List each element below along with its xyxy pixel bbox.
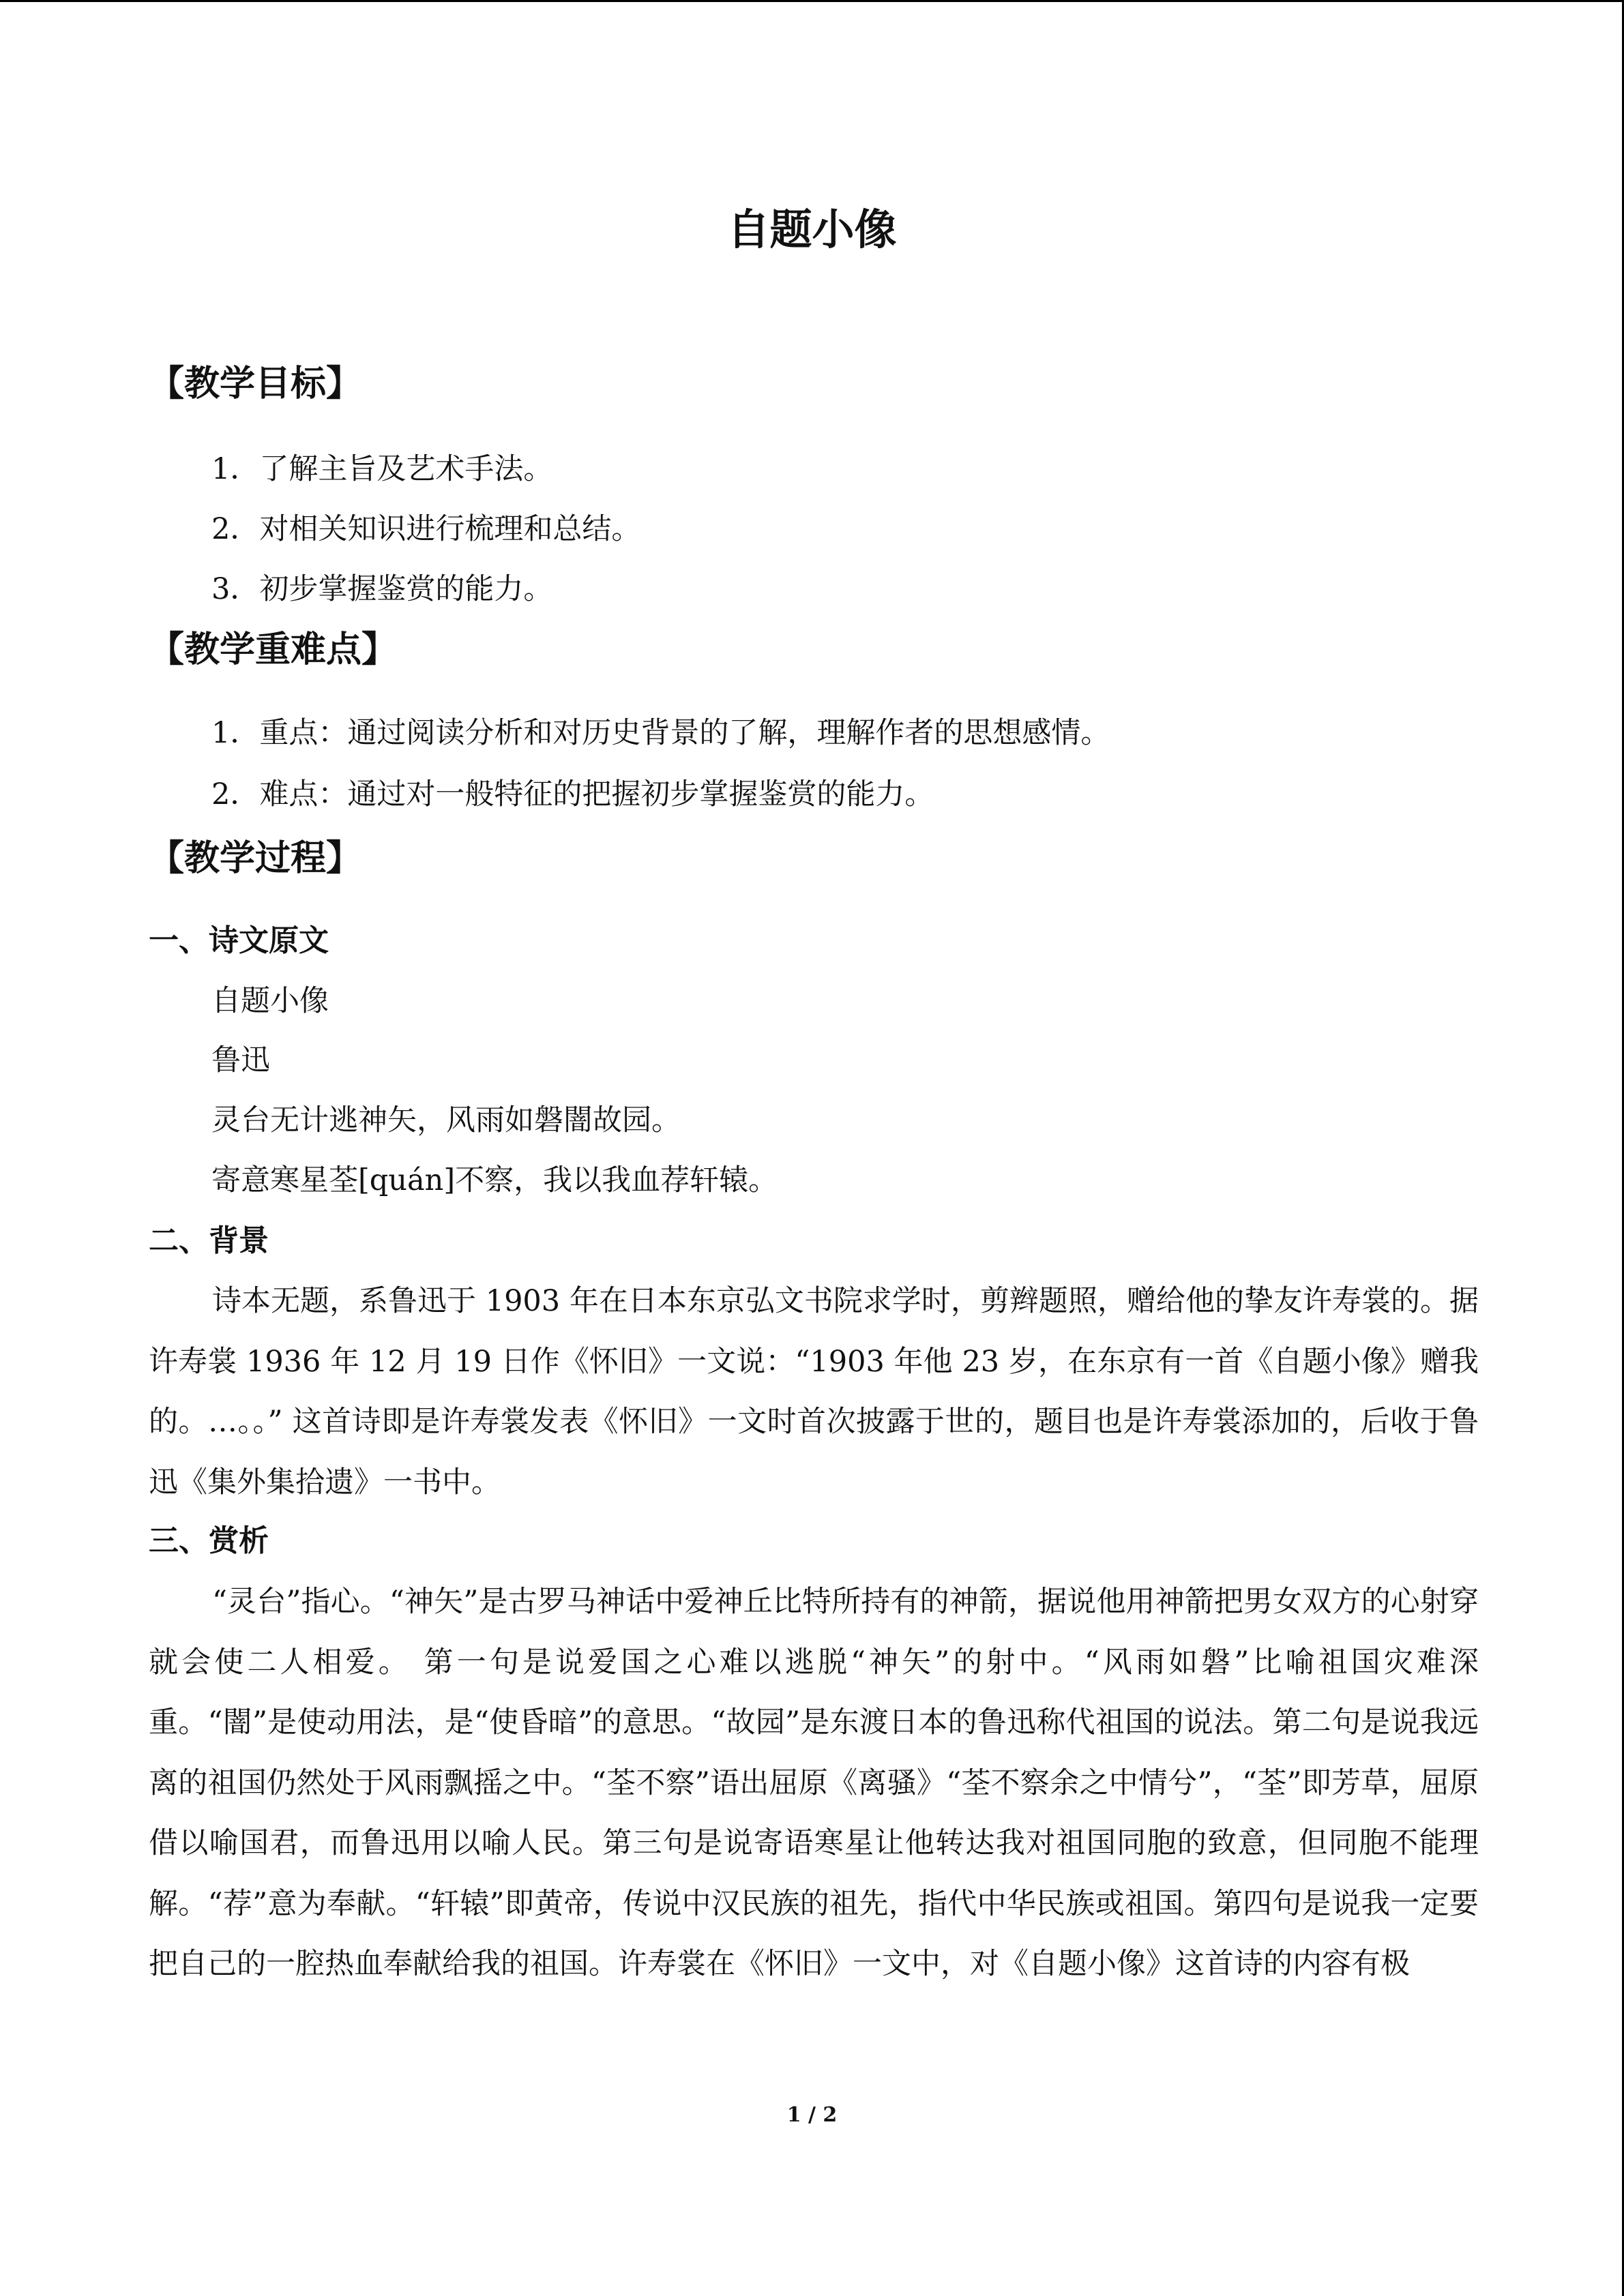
poem-line-2: 寄意寒星荃[quán]不察，我以我血荐轩辕。 [211, 1163, 778, 1197]
goal-item-1: 1．了解主旨及艺术手法。 [211, 452, 553, 486]
section-heading-goals: 【教学目标】 [149, 363, 362, 404]
goal-item-3: 3．初步掌握鉴赏的能力。 [211, 572, 553, 606]
poem-author: 鲁迅 [211, 1043, 270, 1077]
page-number: 1 / 2 [786, 2103, 838, 2127]
subsection-heading-appreciation: 三、赏析 [149, 1523, 269, 1558]
background-paragraph: 诗本无题，系鲁迅于 1903 年在日本东京弘文书院求学时，剪辫题照，赠给他的挚友许寿裳的。据许寿裳 1936 年 12 月 19 日作《怀旧》一文说：“1903 年他 23 岁，在东京有一首《自题小像》赠我的。…。。” 这首诗即是许寿裳发表《怀旧》一文时首次披露于世的，题目也是许寿裳添加的，后收于鲁迅《集外集拾遗》一书中。 [149, 1284, 1479, 1500]
section-heading-process: 【教学过程】 [149, 838, 362, 879]
subsection-heading-background: 二、背景 [149, 1223, 269, 1258]
keypoint-item-2: 2．难点：通过对一般特征的把握初步掌握鉴赏的能力。 [211, 777, 934, 811]
goal-item-2: 2．对相关知识进行梳理和总结。 [211, 512, 641, 546]
section-heading-keypoints: 【教学重难点】 [149, 629, 398, 670]
page-border-top [0, 0, 1624, 2]
page-title: 自题小像 [727, 205, 897, 254]
subsection-heading-poem: 一、诗文原文 [149, 923, 329, 958]
appreciation-paragraph: “灵台”指心。“神矢”是古罗马神话中爱神丘比特所持有的神箭，据说他用神箭把男女双方的心射穿就会使二人相爱。 第一句是说爱国之心难以逃脱“神矢”的射中。“风雨如磐”比喻祖国灾难深重。“闇”是使动用法，是“使昏暗”的意思。“故园”是东渡日本的鲁迅称代祖国的说法。第二句是说我远离的祖国仍然处于风雨飘摇之中。“荃不察”语出屈原《离骚》“荃不察余之中情兮”，“荃”即芳草，屈原借以喻国君，而鲁迅用以喻人民。第三句是说寄语寒星让他转达我对祖国同胞的致意，但同胞不能理解。“荐”意为奉献。“轩辕”即黄帝，传说中汉民族的祖先，指代中华民族或祖国。第四句是说我一定要把自己的一腔热血奉献给我的祖国。许寿裳在《怀旧》一文中，对《自题小像》这首诗的内容有极 [149, 1585, 1479, 1981]
poem-line-1: 灵台无计逃神矢，风雨如磐闇故园。 [211, 1103, 681, 1137]
poem-title: 自题小像 [211, 984, 329, 1018]
keypoint-item-1: 1．重点：通过阅读分析和对历史背景的了解，理解作者的思想感情。 [211, 716, 1110, 750]
